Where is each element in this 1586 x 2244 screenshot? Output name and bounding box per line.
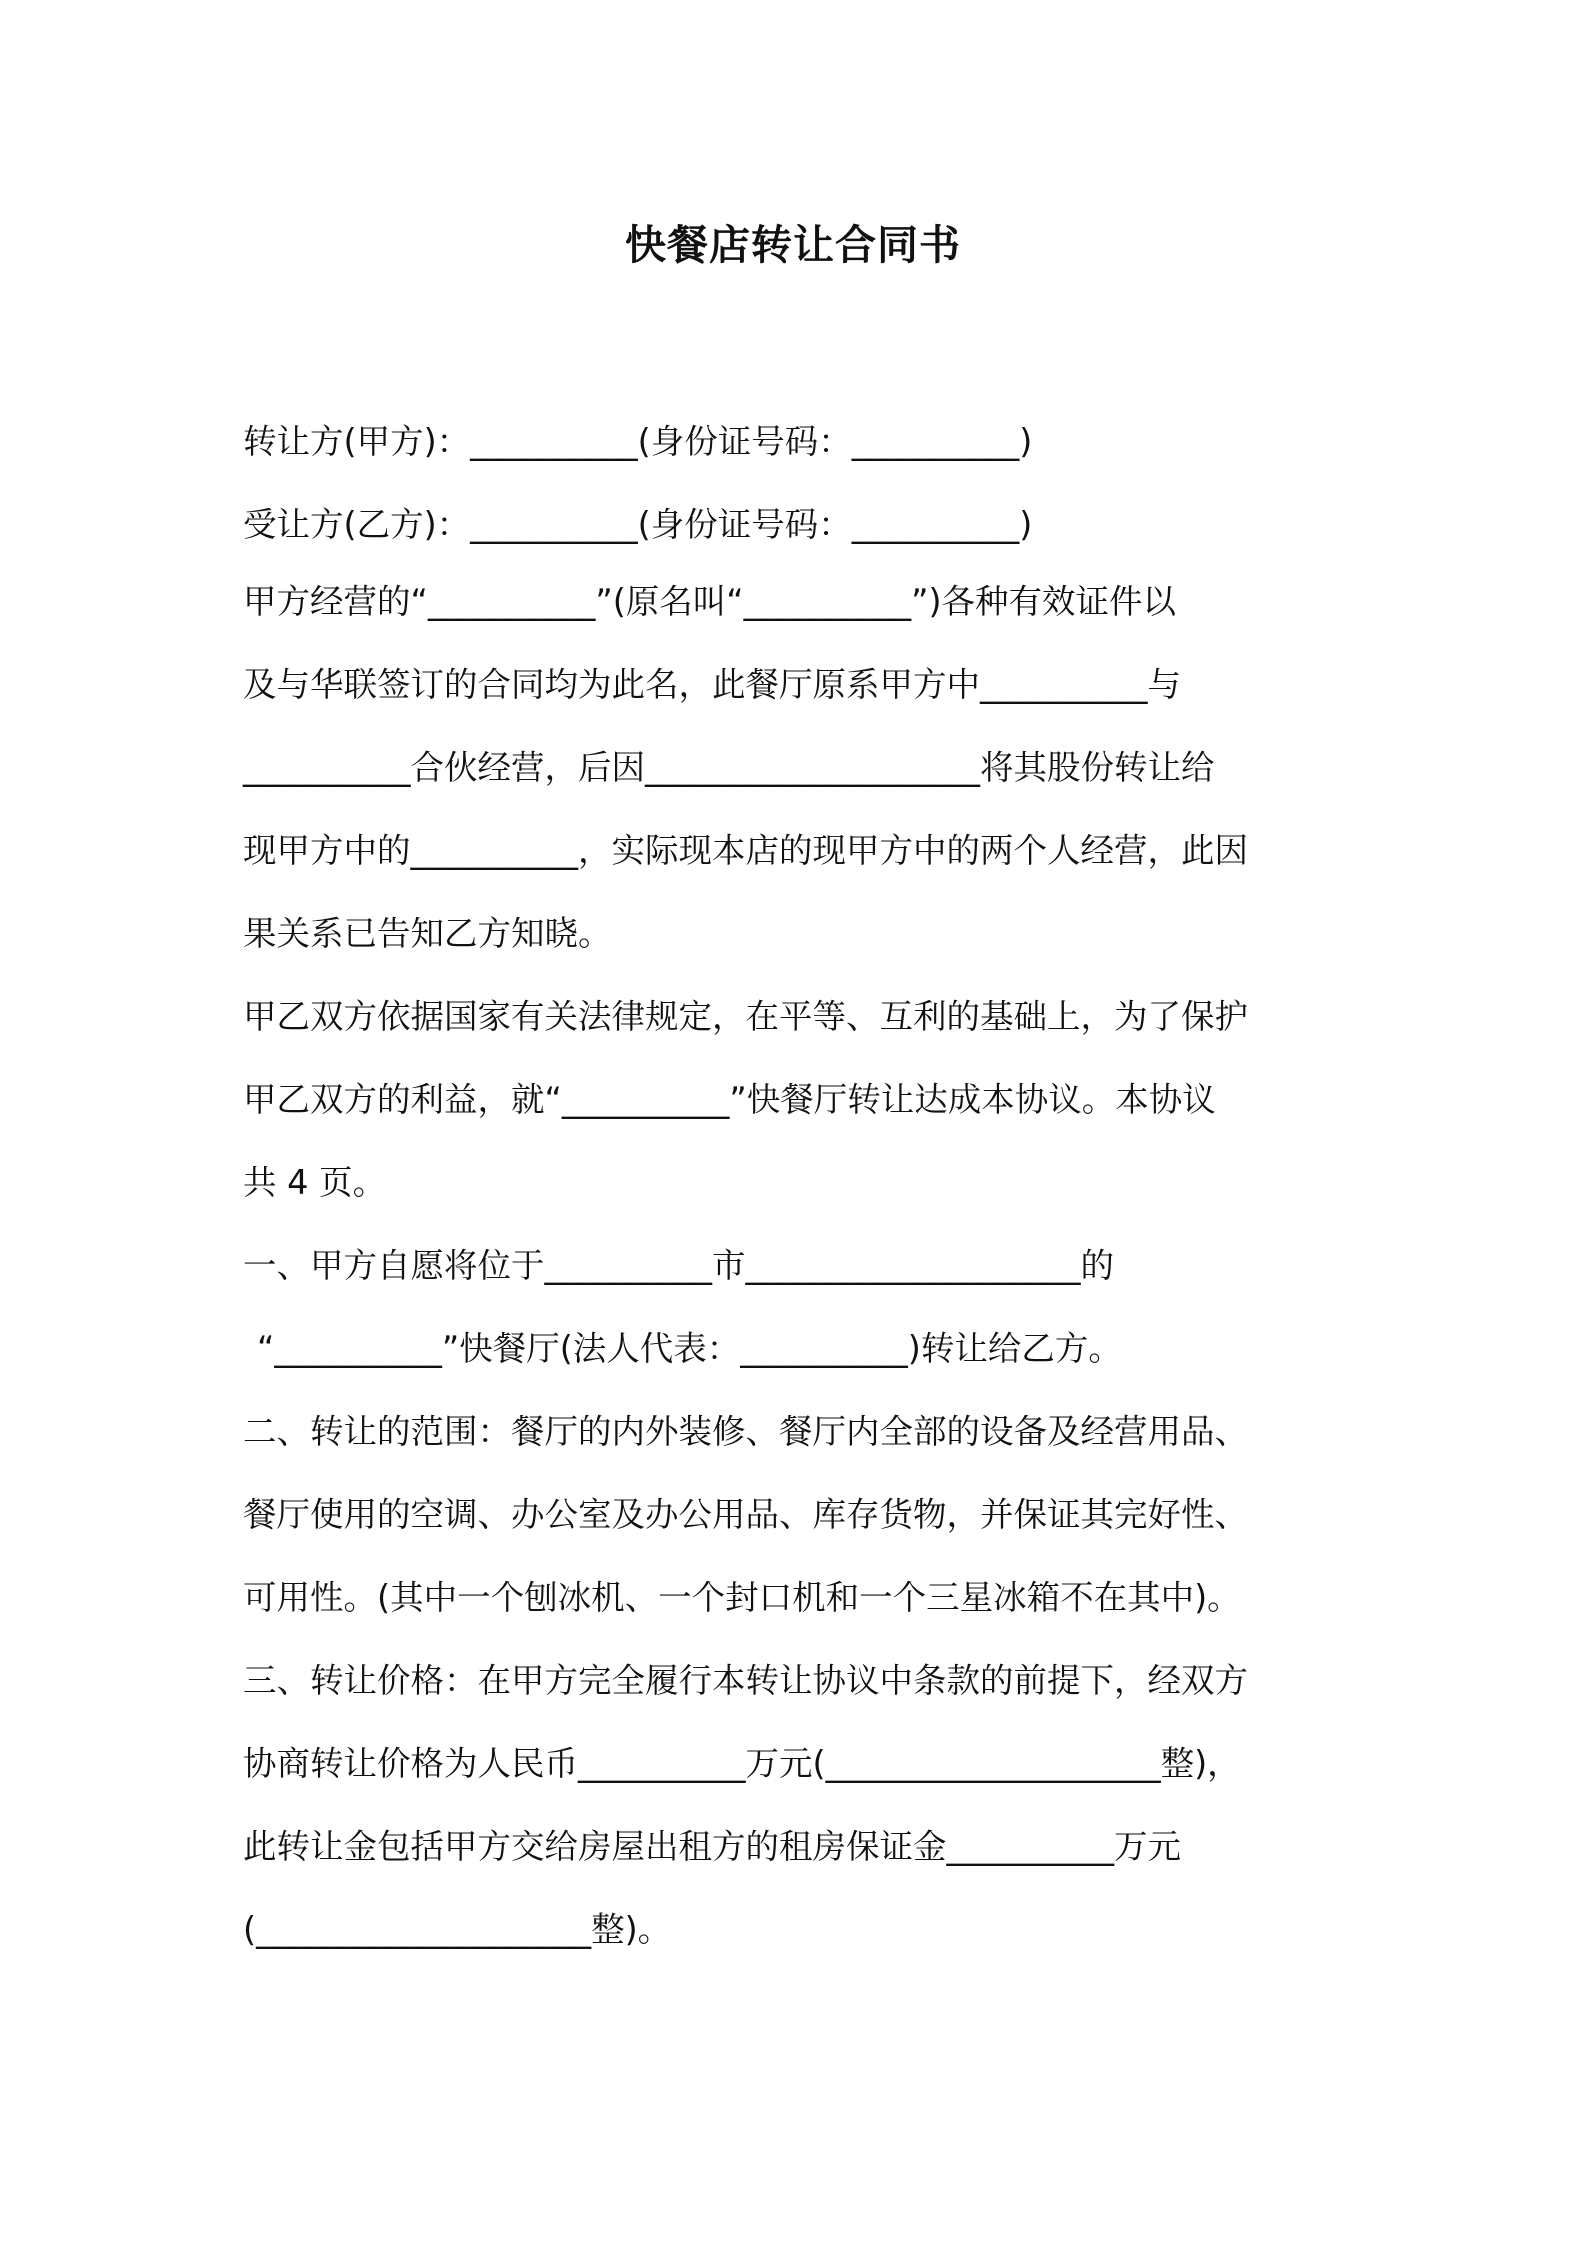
clause-2-line: 餐厅使用的空调、办公室及办公用品、库存货物，并保证其完好性、 [243,1495,1248,1534]
paragraph-line: 果关系已告知乙方知晓。 [243,914,612,953]
document-title: 快餐店转让合同书 [625,221,961,269]
paragraph-line: 及与华联签订的合同均为此名，此餐厅原系甲方中__________与 [243,665,1181,704]
clause-3-line: (____________________整)。 [243,1910,672,1949]
party-b-line: 受让方(乙方)：__________(身份证号码：__________) [243,505,1033,544]
clause-1-line: “__________”快餐厅(法人代表：__________)转让给乙方。 [257,1329,1122,1368]
paragraph-line: 甲方经营的“__________”(原名叫“__________”)各种有效证件以 [243,582,1177,621]
paragraph-line: 现甲方中的__________，实际现本店的现甲方中的两个人经营，此因 [243,831,1248,870]
paragraph-line: 甲乙双方的利益，就“__________”快餐厅转让达成本协议。本协议 [243,1080,1216,1119]
party-a-line: 转让方(甲方)：__________(身份证号码：__________) [243,422,1033,461]
paragraph-line: 甲乙双方依据国家有关法律规定，在平等、互利的基础上，为了保护 [243,997,1248,1036]
clause-3-line: 协商转让价格为人民币__________万元(____________________整)， [243,1744,1241,1783]
clause-3-line: 三、转让价格：在甲方完全履行本转让协议中条款的前提下，经双方 [243,1661,1248,1700]
paragraph-line: __________合伙经营，后因____________________将其股份转让给 [243,748,1215,787]
clause-2-line: 可用性。(其中一个刨冰机、一个封口机和一个三星冰箱不在其中)。 [243,1578,1241,1617]
clause-3-line: 此转让金包括甲方交给房屋出租方的租房保证金__________万元 [243,1827,1181,1866]
paragraph-line: 共 4 页。 [243,1163,387,1202]
clause-2-line: 二、转让的范围：餐厅的内外装修、餐厅内全部的设备及经营用品、 [243,1412,1248,1451]
clause-1-line: 一、甲方自愿将位于__________市____________________的 [243,1246,1114,1285]
